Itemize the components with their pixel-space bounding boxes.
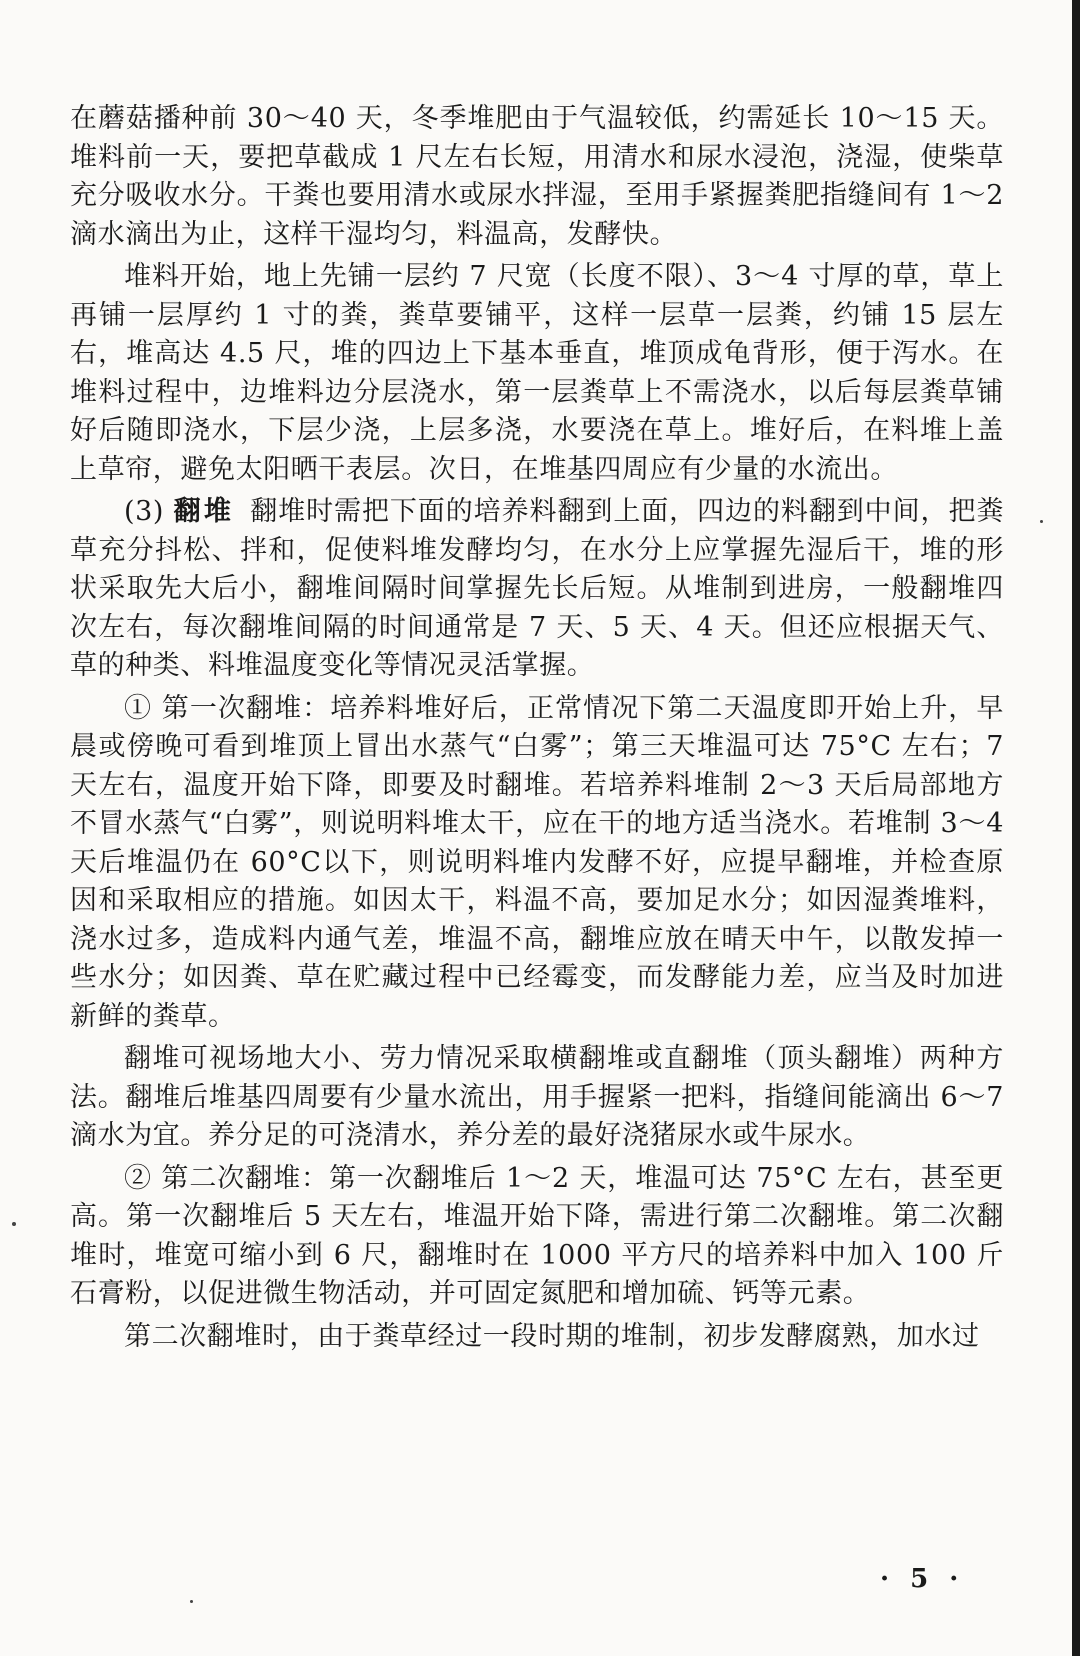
paragraph-4: ① 第一次翻堆：培养料堆好后，正常情况下第二天温度即开始上升，早晨或傍晚可看到堆顶上冒出水蒸气“白雾”；第三天堆温可达 75°C 左右；7 天左右，温度开始下降，即要及时翻堆。若培养料堆制 2～3 天后局部地方不冒水蒸气“白雾”，则说明料堆太干，应在干的地方适当浇水。若堆制 3～4 天后堆温仍在 60°C以下，则说明料堆内发酵不好，应提早翻堆，并检查原因和采取相应的措施。如因太干，料温不高，要加足水分；如因湿粪堆料，浇水过多，造成料内通气差，堆温不高，翻堆应放在晴天中午，以散发掉一些水分；如因粪、草在贮藏过程中已经霉变，而发酵能力差，应当及时加进新鲜的粪草。: [70, 692, 1004, 1032]
paragraph-1: 在蘑菇播种前 30～40 天，冬季堆肥由于气温较低，约需延长 10～15 天。堆料前一天，要把草截成 1 尺左右长短，用清水和尿水浸泡，浇湿，使柴草充分吸收水分。干粪也要用清水或尿水拌湿，至用手紧握粪肥指缝间有 1～2 滴水滴出为止，这样干湿均匀，料温高，发酵快。: [70, 103, 1004, 250]
scan-speck: [1040, 520, 1043, 523]
section-term: 翻堆: [173, 496, 235, 527]
scan-edge-shadow: [1072, 0, 1080, 1656]
scan-speck: [12, 1222, 16, 1226]
page-number: · 5 ·: [880, 1564, 965, 1594]
paragraph-3-text: 翻堆时需把下面的培养料翻到上面，四边的料翻到中间，把粪草充分抖松、拌和，促使料堆发酵均匀，在水分上应掌握先湿后干，堆的形状采取先大后小，翻堆间隔时间掌握先长后短。从堆制到进房，一般翻堆四次左右，每次翻堆间隔的时间通常是 7 天、5 天、4 天。但还应根据天气、草的种类、料堆温度变化等情况灵活掌握。: [70, 496, 1005, 681]
scan-speck: [190, 1600, 193, 1603]
paragraph-6: ② 第二次翻堆：第一次翻堆后 1～2 天，堆温可达 75°C 左右，甚至更高。第一次翻堆后 5 天左右，堆温开始下降，需进行第二次翻堆。第二次翻堆时，堆宽可缩小到 6 尺，翻堆时在 1000 平方尺的培养料中加入 100 斤石膏粉，以促进微生物活动，并可固定氮肥和增加硫、钙等元素。: [70, 1162, 1004, 1309]
paragraph-2: 堆料开始，地上先铺一层约 7 尺宽（长度不限）、3～4 寸厚的草，草上再铺一层厚约 1 寸的粪，粪草要铺平，这样一层草一层粪，约铺 15 层左右，堆高达 4.5 尺，堆的四边上下基本垂直，堆顶成龟背形，便于泻水。在堆料过程中，边堆料边分层浇水，第一层粪草上不需浇水，以后每层粪草铺好后随即浇水，下层少浇，上层多浇，水要浇在草上。堆好后，在料堆上盖上草帘，避免太阳晒干表层。次日，在堆基四周应有少量的水流出。: [70, 261, 1004, 485]
page-body: [70, 100, 1004, 1356]
paragraph-7: 第二次翻堆时，由于粪草经过一段时期的堆制，初步发酵腐熟，加水过: [124, 1320, 980, 1352]
paragraph-5: 翻堆可视场地大小、劳力情况采取横翻堆或直翻堆（顶头翻堆）两种方法。翻堆后堆基四周要有少量水流出，用手握紧一把料，指缝间能滴出 6～7 滴水为宜。养分足的可浇清水，养分差的最好浇猪尿水或牛尿水。: [70, 1043, 1004, 1151]
section-number: (3): [124, 496, 165, 527]
paragraph-3: [70, 493, 1004, 686]
